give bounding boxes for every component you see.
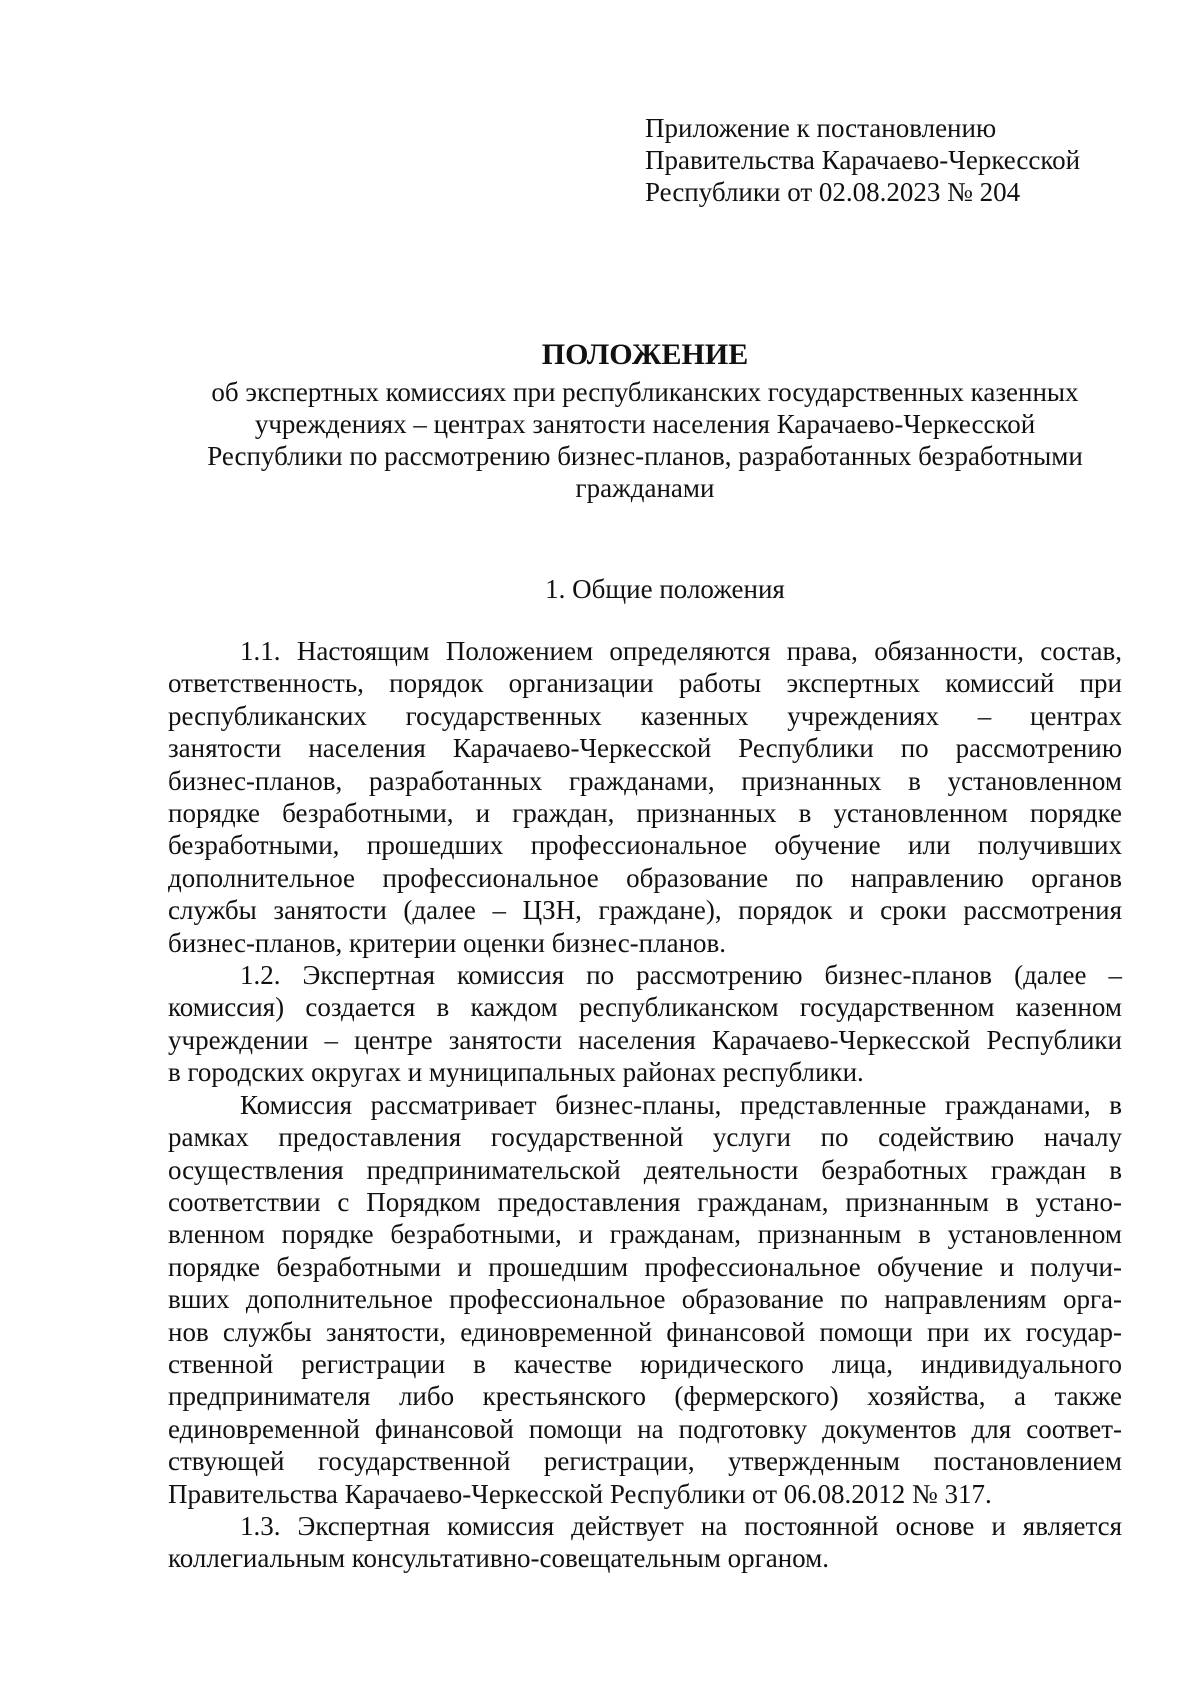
section-heading: 1. Общие положения (545, 574, 785, 604)
subtitle-line: учреждениях – центрах занятости населения Карачаево-Черкесской (254, 409, 1036, 439)
text-line: 1.1. Настоящим Положением определяются права, обязанности, состав, (240, 636, 1122, 666)
appendix-line: Республики от 02.08.2023 № 204 (645, 177, 1021, 207)
text-line: республиканских государственных казенных учреждениях – центрах (168, 700, 1122, 731)
paragraph-1-1 (168, 635, 1122, 959)
subtitle-line: гражданами (575, 473, 715, 503)
paragraph-commission (168, 1089, 1122, 1510)
title-block (168, 338, 1122, 504)
text-line: порядке безработными, и граждан, признанных в установленном порядке (168, 798, 1122, 829)
text-line: предпринимателя либо крестьянского (фермерского) хозяйства, а также (168, 1381, 1122, 1412)
text-line: занятости населения Карачаево-Черкесской Республики по рассмотрению (168, 733, 1122, 764)
text-line: соответствии с Порядком предоставления гражданам, признанным в устано- (168, 1186, 1122, 1217)
text-line: Правительства Карачаево-Черкесской Республики от 06.08.2012 № 317. (168, 1478, 992, 1509)
appendix-reference (645, 112, 1080, 208)
text-line: в городских округах и муниципальных районах республики. (168, 1057, 864, 1088)
appendix-line: Правительства Карачаево-Черкесской (645, 145, 1081, 175)
document-title: ПОЛОЖЕНИЕ (541, 338, 749, 371)
text-line: ственной регистрации в качестве юридического лица, индивидуального (168, 1348, 1122, 1379)
text-line: вленном порядке безработными, и гражданам, признанным в установленном (168, 1219, 1122, 1250)
text-line: учреждении – центре занятости населения Карачаево-Черкесской Республики (168, 1024, 1122, 1055)
text-line: ответственность, порядок организации работы экспертных комиссий при (168, 668, 1122, 699)
paragraph-1-2 (168, 959, 1122, 1089)
subtitle-line: об экспертных комиссиях при республиканских государственных казенных (211, 377, 1079, 407)
subtitle-line: Республики по рассмотрению бизнес-планов, разработанных безработными (207, 441, 1083, 471)
text-line: Комиссия рассматривает бизнес-планы, представленные гражданами, в (240, 1089, 1122, 1120)
text-line: дополнительное профессиональное образование по направлению органов (168, 862, 1122, 893)
text-line: вших дополнительное профессиональное образование по направлениям орга- (168, 1284, 1122, 1315)
text-line: осуществления предпринимательской деятельности безработных граждан в (168, 1154, 1122, 1185)
text-line: рамках предоставления государственной услуги по содействию началу (168, 1122, 1122, 1153)
appendix-line: Приложение к постановлению (645, 113, 997, 143)
body-text (168, 635, 1122, 1575)
text-line: бизнес-планов, критерии оценки бизнес-планов. (168, 927, 727, 958)
text-line: ствующей государственной регистрации, утвержденным постановлением (168, 1446, 1122, 1477)
text-line: 1.3. Экспертная комиссия действует на постоянной основе и является (240, 1510, 1122, 1541)
text-line: единовременной финансовой помощи на подготовку документов для соответ- (168, 1413, 1122, 1444)
text-line: коллегиальным консультативно-совещательным органом. (168, 1543, 829, 1574)
text-line: безработными, прошедших профессиональное обучение или получивших (168, 830, 1122, 861)
document-subtitle (168, 376, 1122, 504)
text-line: бизнес-планов, разработанных гражданами, признанных в установленном (168, 765, 1122, 796)
text-line: нов службы занятости, единовременной финансовой помощи при их государ- (168, 1316, 1122, 1347)
text-line: службы занятости (далее – ЦЗН, граждане), порядок и сроки рассмотрения (168, 895, 1122, 926)
paragraph-1-3 (168, 1510, 1122, 1575)
text-line: комиссия) создается в каждом республиканском государственном казенном (168, 992, 1122, 1023)
text-line: порядке безработными и прошедшим профессиональное обучение и получи- (168, 1251, 1122, 1282)
text-line: 1.2. Экспертная комиссия по рассмотрению бизнес-планов (далее – (240, 960, 1122, 991)
